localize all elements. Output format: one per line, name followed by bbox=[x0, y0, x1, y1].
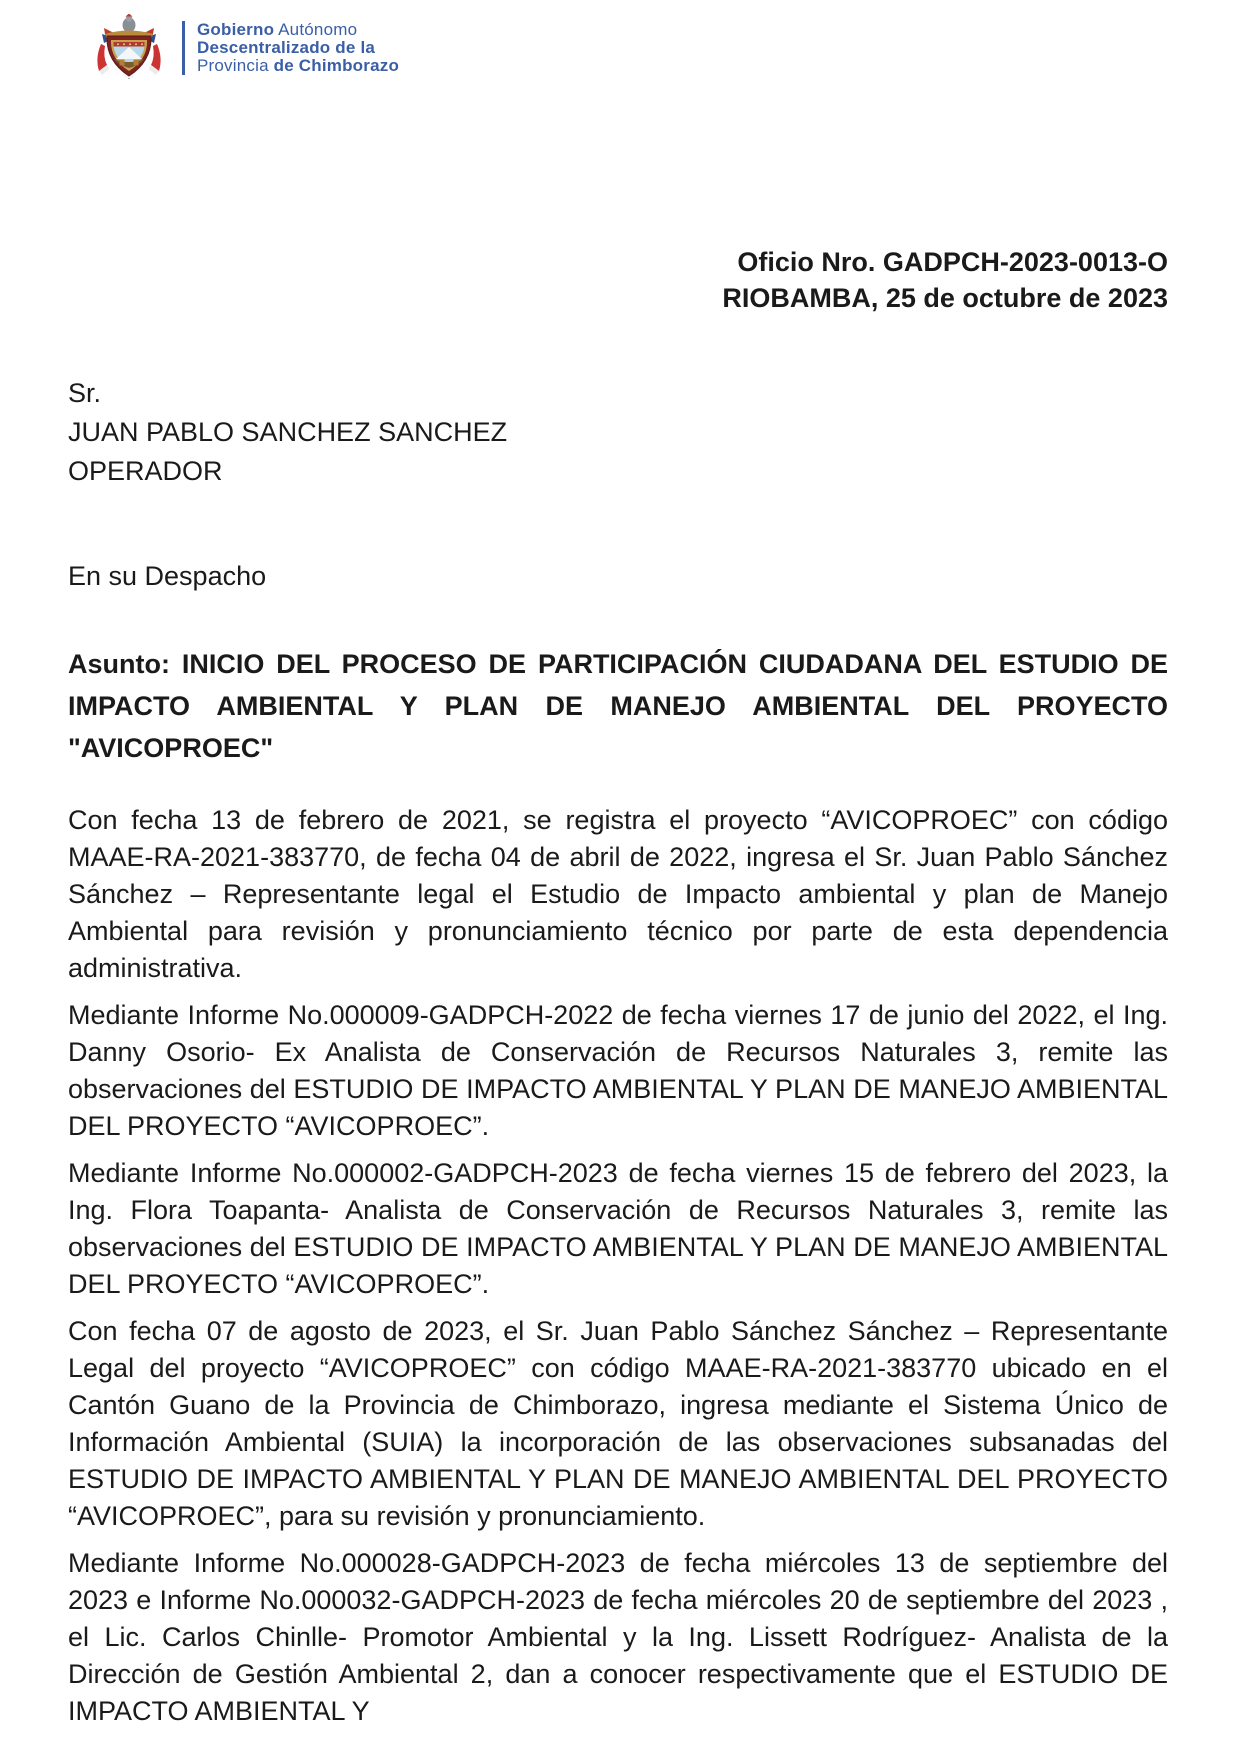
recipient-salutation: Sr. bbox=[68, 378, 102, 408]
paragraph: Con fecha 13 de febrero de 2021, se registra el proyecto “AVICOPROEC” con código MAAE-RA-2021-383770, de fecha 04 de abril de 2022, ingresa el Sr. Juan Pablo Sánchez Sánchez – Representante legal el Estudio de Impacto ambiental y plan de Manejo Ambiental para revisión y pronunciamiento técnico por parte de esta dependencia administrativa. bbox=[68, 805, 1168, 983]
letterhead-divider bbox=[182, 21, 185, 75]
paragraph: Mediante Informe No.000002-GADPCH-2023 de fecha viernes 15 de febrero del 2023, la Ing. Flora Toapanta- Analista de Conservación de Recursos Naturales 3, remite las observaciones del ESTUDIO DE IMPACTO AMBIENTAL Y PLAN DE MANEJO AMBIENTAL DEL PROYECTO “AVICOPROEC”. bbox=[68, 1158, 1168, 1299]
coat-of-arms-icon bbox=[90, 14, 168, 82]
org-name-line2: Descentralizado de la bbox=[197, 38, 376, 57]
oficio-number: Oficio Nro. GADPCH-2023-0013-O bbox=[737, 247, 1168, 277]
letter-body bbox=[68, 802, 1168, 1730]
recipient-role: OPERADOR bbox=[68, 456, 223, 486]
paragraph: Con fecha 07 de agosto de 2023, el Sr. Juan Pablo Sánchez Sánchez – Representante Legal del proyecto “AVICOPROEC” con código MAAE-RA-2021-383770 ubicado en el Cantón Guano de la Provincia de Chimborazo, ingresa mediante el Sistema Único de Información Ambiental (SUIA) la incorporación de las observaciones subsanadas del ESTUDIO DE IMPACTO AMBIENTAL Y PLAN DE MANEJO AMBIENTAL DEL PROYECTO “AVICOPROEC”, para su revisión y pronunciamiento. bbox=[68, 1316, 1168, 1531]
org-name bbox=[197, 21, 399, 75]
letterhead bbox=[90, 15, 1240, 81]
subject-line: Asunto: INICIO DEL PROCESO DE PARTICIPACIÓN CIUDADANA DEL ESTUDIO DE IMPACTO AMBIENTAL Y PLAN DE MANEJO AMBIENTAL DEL PROYECTO "AVICOPROEC" bbox=[68, 649, 1168, 763]
org-name-line3: Provincia de Chimborazo bbox=[197, 56, 400, 75]
org-name-line1: Gobierno Autónomo bbox=[197, 20, 358, 39]
paragraph: Mediante Informe No.000009-GADPCH-2022 de fecha viernes 17 de junio del 2022, el Ing. Danny Osorio- Ex Analista de Conservación de Recursos Naturales 3, remite las observaciones del ESTUDIO DE IMPACTO AMBIENTAL Y PLAN DE MANEJO AMBIENTAL DEL PROYECTO “AVICOPROEC”. bbox=[68, 1000, 1168, 1141]
oficio-date: RIOBAMBA, 25 de octubre de 2023 bbox=[722, 283, 1168, 313]
recipient-name: JUAN PABLO SANCHEZ SANCHEZ bbox=[68, 417, 508, 447]
oficio-header bbox=[68, 244, 1168, 316]
paragraph: Mediante Informe No.000028-GADPCH-2023 de fecha miércoles 13 de septiembre del 2023 e Informe No.000032-GADPCH-2023 de fecha miércoles 20 de septiembre del 2023 , el Lic. Carlos Chinlle- Promotor Ambiental y la Ing. Lissett Rodríguez- Analista de la Dirección de Gestión Ambiental 2, dan a conocer respectivamente que el ESTUDIO DE IMPACTO AMBIENTAL Y bbox=[68, 1548, 1168, 1726]
recipient-block bbox=[68, 374, 1168, 491]
recipient-location: En su Despacho bbox=[68, 561, 267, 591]
